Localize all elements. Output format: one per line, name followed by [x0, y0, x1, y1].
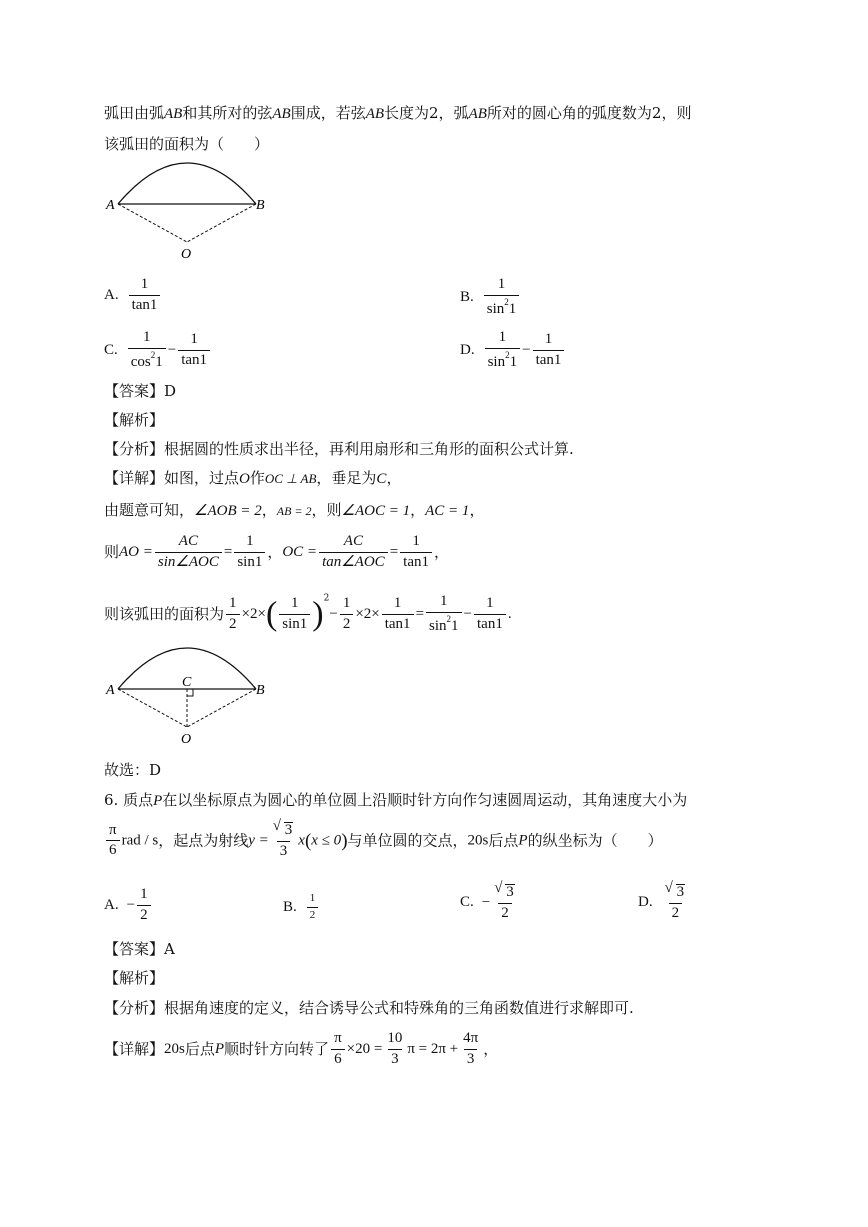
q5-detail-line3: 则AO = $\frac{AC}{\text{sin∠AOC}}$ = $\frac{1}{\sin 1}$ ，OC = $\frac{AC}{\text{tan∠AOC}}$ = $\frac{1}{\tan 1}$ ， [104, 533, 449, 570]
q5-jiexi: 【解析】 [104, 411, 165, 429]
point-b-label: B [256, 198, 265, 213]
point-b-label: B [256, 683, 265, 698]
arc-field-figure-2 [100, 645, 280, 750]
q6-option-c: C. − √ $\frac{3}{2}$ [460, 884, 520, 922]
arc-field-figure-1 [100, 160, 280, 265]
q5-answer: 【答案】D [104, 382, 177, 400]
q5-option-a: A. $\frac{1}{\tan 1}$ [104, 277, 162, 314]
q6-detail-line1: 【详解】20s后点P顺时针方向转了 $\frac{\pi}{6}$ ×20 = $\frac{10}{3}$ π = 2π + $\frac{4\pi}{3}$ ， [104, 1030, 499, 1067]
q5-option-b: B. $\frac{1}{\sin^21}$ [460, 277, 521, 318]
q6-statement-line1: 6. 质点P在以坐标原点为圆心的单位圆上沿顺时针方向作匀速圆周运动，其角速度大小为 [104, 791, 688, 809]
point-o-label: O [181, 247, 192, 262]
q5-guxuan: 故选：D [104, 761, 162, 779]
q5-option-c: C. $\frac{1}{\cos^21}$ − $\frac{1}{\tan 1}$ [104, 330, 212, 371]
q5-option-d: D. $\frac{1}{\sin^21}$ − $\frac{1}{\tan 1}$ [460, 330, 566, 371]
q6-option-d: D. √ $\frac{3}{2}$ [638, 884, 690, 922]
q5-fenxi: 【分析】根据圆的性质求出半径，再利用扇形和三角形的面积公式计算. [104, 440, 574, 458]
point-o-label: O [181, 732, 192, 747]
point-a-label: A [106, 683, 115, 698]
point-a-label: A [106, 198, 115, 213]
q6-fenxi: 【分析】根据角速度的定义，结合诱导公式和特殊角的三角函数值进行求解即可. [104, 999, 634, 1017]
q5-statement-line1: 弧田由弧AB和其所对的弦AB围成，若弦AB长度为2，弧AB所对的圆心角的弧度数为2，则 [104, 104, 692, 122]
q6-option-a: A. − $\frac{1}{2}$ [104, 887, 153, 924]
q6-option-b: B. $\frac{1}{2}$ [283, 893, 320, 921]
q5-statement-line2: 该弧田的面积为（ ） [104, 135, 270, 153]
q6-answer: 【答案】A [104, 940, 175, 958]
q5-detail-line4: 则该弧田的面积为 $\frac{1}{2}$ ×2×( $\frac{1}{\sin 1}$ )$^2$− $\frac{1}{2}$ ×2× $\frac{1}{\tan 1}$ = $\frac{1}{\sin^21}$ − $\frac{1}{\tan 1}$ . [104, 593, 512, 634]
q5-detail-line1: 【详解】如图，过点O作OC ⊥ AB，垂足为C， [104, 469, 402, 487]
q6-statement-line2: $\frac{\pi}{6}$ rad / s，起点为射线y = √ $\frac{3}{3}$ x(x ≤ 0)与单位圆的交点，20s后点P的纵坐标为（ ） [104, 822, 663, 860]
q5-detail-line2: 由题意可知，∠AOB = 2，AB = 2，则∠AOC = 1，AC = 1， [104, 501, 485, 519]
point-c-label: C [182, 675, 192, 690]
q6-jiexi: 【解析】 [104, 969, 165, 987]
